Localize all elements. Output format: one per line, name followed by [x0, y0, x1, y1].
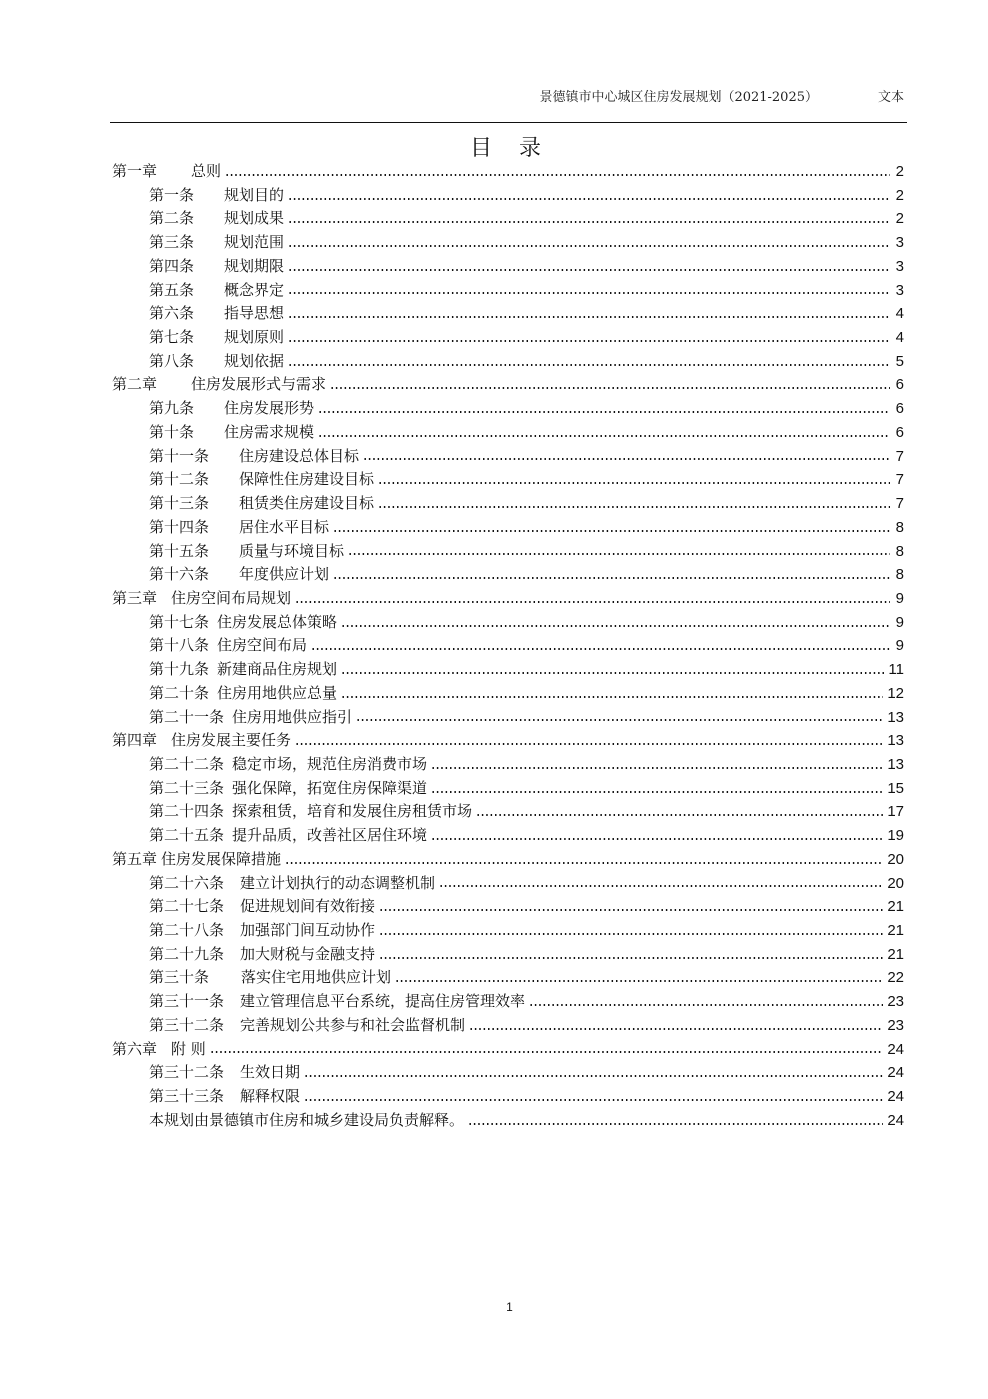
toc-entry-page: 8 [895, 518, 904, 536]
toc-entry-number: 第二十五条 [149, 826, 225, 845]
toc-entry-page: 13 [887, 732, 904, 750]
dot-leader [288, 340, 890, 342]
dot-leader [363, 458, 890, 460]
toc-entry-page: 6 [895, 423, 904, 441]
toc-chapter-entry[interactable] [112, 848, 904, 872]
dot-leader [288, 316, 890, 318]
dot-leader [288, 364, 890, 366]
toc-entry-title: 加大财税与金融支持 [240, 944, 376, 963]
toc-article-entry[interactable] [112, 966, 904, 990]
toc-entry-label [112, 373, 326, 397]
toc-article-entry[interactable] [112, 777, 904, 801]
toc-entry-page: 24 [887, 1088, 904, 1106]
toc-entry-title: 探索租赁，培育和发展住房租赁市场 [232, 802, 473, 821]
dot-leader [379, 933, 883, 935]
toc-entry-label [149, 468, 374, 492]
dot-leader [333, 530, 890, 532]
toc-entry-number: 第五条 [149, 280, 195, 299]
toc-entry-label [149, 184, 284, 208]
toc-entry-number: 第六条 [149, 304, 195, 323]
toc-entry-page: 21 [887, 945, 904, 963]
toc-entry-title: 指导思想 [224, 304, 285, 323]
toc-entry-number: 第四章 [112, 731, 158, 750]
toc-entry-title: 附 则 [171, 1039, 206, 1058]
toc-entry-title: 解释权限 [240, 1087, 301, 1106]
dot-leader [379, 957, 883, 959]
toc-article-entry[interactable] [112, 753, 904, 777]
toc-article-entry[interactable] [112, 1085, 904, 1109]
toc-entry-label [149, 966, 391, 990]
toc-entry-number: 第十七条 [149, 612, 210, 631]
toc-entry-label [149, 445, 359, 469]
toc-article-entry[interactable] [112, 279, 904, 303]
toc-article-entry[interactable] [112, 492, 904, 516]
dot-leader [378, 506, 890, 508]
toc-entry-page: 8 [895, 566, 904, 584]
dot-leader [431, 767, 883, 769]
toc-entry-title: 居住水平目标 [239, 517, 330, 536]
dot-leader [288, 245, 890, 247]
toc-entry-label [149, 255, 284, 279]
dot-leader [529, 1004, 883, 1006]
toc-article-entry[interactable] [112, 350, 904, 374]
toc-entry-page: 9 [895, 613, 904, 631]
toc-entry-title: 年度供应计划 [239, 565, 330, 584]
toc-entry-title: 促进规划间有效衔接 [240, 897, 376, 916]
toc-entry-number: 第十二条 [149, 470, 210, 489]
toc-entry-number: 第二十四条 [149, 802, 225, 821]
toc-entry-title: 新建商品住房规划 [217, 660, 338, 679]
toc-entry-label [149, 919, 375, 943]
toc-article-entry[interactable] [112, 397, 904, 421]
page-header [110, 86, 906, 106]
dot-leader [379, 909, 883, 911]
toc-entry-number: 第十八条 [149, 636, 210, 655]
toc-entry-number: 第二十条 [149, 683, 210, 702]
dot-leader [318, 411, 890, 413]
toc-entry-number: 第二章 [112, 375, 158, 394]
dot-leader [288, 221, 890, 223]
toc-article-entry[interactable] [112, 540, 904, 564]
toc-entry-label [149, 231, 284, 255]
toc-article-entry[interactable] [112, 302, 904, 326]
toc-article-entry[interactable] [112, 421, 904, 445]
toc-article-entry[interactable] [112, 1014, 904, 1038]
toc-entry-page: 19 [887, 827, 904, 845]
toc-entry-label [149, 279, 284, 303]
toc-article-entry[interactable] [112, 231, 904, 255]
toc-entry-number: 第十条 [149, 422, 195, 441]
toc-entry-title: 住房发展保障措施 [161, 849, 282, 868]
toc-entry-label [149, 1085, 300, 1109]
toc-entry-label [149, 753, 427, 777]
toc-entry-page: 20 [887, 850, 904, 868]
toc-entry-number: 第十九条 [149, 660, 210, 679]
toc-entry-number: 第二十九条 [149, 944, 225, 963]
dot-leader [476, 814, 883, 816]
toc-entry-number: 第三十二条 [149, 1015, 225, 1034]
toc-entry-title: 总则 [191, 162, 222, 180]
toc-article-entry[interactable] [112, 326, 904, 350]
toc-entry-number: 第十六条 [149, 565, 210, 584]
toc-article-entry[interactable] [112, 1109, 904, 1133]
toc-entry-page: 7 [895, 495, 904, 513]
toc-entry-page: 12 [887, 684, 904, 702]
toc-entry-page: 8 [895, 542, 904, 560]
toc-entry-number: 第三条 [149, 233, 195, 252]
toc-entry-title: 概念界定 [224, 280, 285, 299]
toc-entry-title: 加强部门间互动协作 [240, 921, 376, 939]
toc-entry-label [149, 540, 344, 564]
toc-entry-number: 第一条 [149, 185, 195, 204]
toc-entry-label [149, 943, 375, 967]
toc-entry-title: 规划成果 [224, 209, 285, 228]
toc-entry-page: 17 [887, 803, 904, 821]
dot-leader [333, 577, 890, 579]
toc-entry-title: 住房空间布局规划 [171, 588, 292, 607]
dot-leader [356, 719, 883, 721]
toc-entry-label [149, 492, 374, 516]
toc-entry-page: 5 [895, 352, 904, 370]
toc-entry-label [112, 587, 291, 611]
toc-entry-number: 第二十一条 [149, 707, 225, 726]
toc-entry-label [149, 563, 329, 587]
toc-entry-title: 强化保障，拓宽住房保障渠道 [232, 778, 428, 797]
toc-entry-number: 第七条 [149, 328, 195, 347]
toc-entry-page: 4 [895, 329, 904, 347]
toc-entry-title: 住房发展主要任务 [171, 731, 292, 750]
toc-entry-title: 建立管理信息平台系统，提高住房管理效率 [240, 992, 526, 1011]
dot-leader [395, 980, 883, 982]
toc-entry-label [149, 611, 337, 635]
dot-leader [439, 885, 883, 887]
toc-entry-title: 完善规划公共参与和社会监督机制 [240, 1015, 466, 1034]
toc-entry-title: 规划原则 [224, 328, 285, 347]
toc-entry-title: 规划依据 [224, 351, 285, 370]
toc-article-entry[interactable] [112, 872, 904, 896]
dot-leader [288, 269, 890, 271]
toc-entry-label [112, 848, 281, 872]
toc-entry-label [149, 634, 307, 658]
dot-leader [341, 672, 884, 674]
toc-article-entry[interactable] [112, 1061, 904, 1085]
document-title: 景德镇市中心城区住房发展规划（2021-2025） [539, 90, 818, 105]
toc-entry-page: 23 [887, 993, 904, 1011]
toc-entry-label [149, 658, 337, 682]
toc-entry-page: 9 [895, 589, 904, 607]
dot-leader [348, 553, 890, 555]
toc-entry-title: 规划目的 [224, 185, 285, 204]
toc-entry-label [149, 326, 284, 350]
toc-entry-page: 9 [895, 637, 904, 655]
toc-chapter-entry[interactable] [112, 160, 904, 184]
toc-entry-label [149, 207, 284, 231]
toc-entry-page: 24 [887, 1111, 904, 1129]
toc-entry-label [112, 1038, 206, 1062]
toc-article-entry[interactable] [112, 682, 904, 706]
dot-leader [295, 601, 890, 603]
toc-entry-page: 2 [895, 163, 904, 180]
toc-entry-number: 第三十二条 [149, 1063, 225, 1082]
toc-entry-title: 落实住宅用地供应计划 [241, 968, 392, 987]
toc-article-entry[interactable] [112, 611, 904, 635]
dot-leader [468, 1123, 883, 1125]
toc-entry-label [149, 682, 337, 706]
toc-entry-title: 建立计划执行的动态调整机制 [240, 873, 436, 892]
toc-entry-number: 第二十八条 [149, 921, 225, 939]
toc-entry-title: 住房需求规模 [224, 422, 315, 441]
toc-entry-page: 2 [895, 210, 904, 228]
toc-chapter-entry[interactable] [112, 373, 904, 397]
toc-entry-number: 第二十六条 [149, 873, 225, 892]
dot-leader [288, 198, 890, 200]
toc-entry-label [112, 729, 291, 753]
toc-entry-page: 13 [887, 755, 904, 773]
toc-article-entry[interactable] [112, 943, 904, 967]
toc-entry-page: 7 [895, 447, 904, 465]
toc-entry-title: 住房发展形势 [224, 399, 315, 418]
toc-entry-label [149, 824, 427, 848]
table-of-contents [112, 160, 904, 1132]
toc-entry-page: 24 [887, 1064, 904, 1082]
toc-entry-title: 住房空间布局 [217, 636, 308, 655]
toc-article-entry[interactable] [112, 634, 904, 658]
toc-entry-title: 生效日期 [240, 1063, 301, 1082]
toc-entry-label [112, 160, 221, 184]
toc-article-entry[interactable] [112, 658, 904, 682]
toc-entry-number: 第十五条 [149, 541, 210, 560]
toc-article-entry[interactable] [112, 468, 904, 492]
toc-entry-page: 2 [895, 186, 904, 204]
toc-chapter-entry[interactable] [112, 587, 904, 611]
dot-leader [288, 292, 890, 294]
dot-leader [469, 1028, 883, 1030]
dot-leader [341, 625, 890, 627]
toc-article-entry[interactable] [112, 516, 904, 540]
toc-title: 目 录 [470, 136, 551, 161]
toc-entry-label [149, 872, 435, 896]
toc-entry-label [149, 421, 314, 445]
toc-entry-title: 规划期限 [224, 256, 285, 275]
toc-entry-number: 第九条 [149, 399, 195, 418]
toc-entry-number: 第六章 [112, 1039, 158, 1058]
toc-article-entry[interactable] [112, 255, 904, 279]
toc-entry-page: 24 [887, 1040, 904, 1058]
toc-entry-title: 保障性住房建设目标 [239, 470, 375, 489]
toc-entry-page: 21 [887, 898, 904, 916]
toc-article-entry[interactable] [112, 445, 904, 469]
dot-leader [304, 1075, 883, 1077]
dot-leader [295, 743, 883, 745]
toc-entry-page: 22 [887, 969, 904, 987]
toc-entry-label [149, 990, 525, 1014]
toc-entry-page: 6 [895, 400, 904, 418]
toc-entry-page: 3 [895, 257, 904, 275]
toc-entry-page: 20 [887, 874, 904, 892]
toc-entry-label [149, 777, 427, 801]
toc-article-entry[interactable] [112, 184, 904, 208]
dot-leader [431, 838, 883, 840]
document-type-label: 文本 [877, 90, 904, 105]
toc-article-entry[interactable] [112, 706, 904, 730]
toc-entry-number: 第十四条 [149, 517, 210, 536]
toc-entry-label [149, 1109, 464, 1133]
toc-entry-page: 3 [895, 281, 904, 299]
toc-entry-page: 7 [895, 471, 904, 489]
toc-entry-title: 住房发展总体策略 [217, 612, 338, 631]
toc-entry-label [149, 706, 352, 730]
dot-leader [285, 862, 883, 864]
dot-leader [330, 387, 890, 389]
toc-chapter-entry[interactable] [112, 1038, 904, 1062]
dot-leader [210, 1051, 884, 1053]
toc-entry-page: 3 [895, 234, 904, 252]
toc-entry-page: 23 [887, 1016, 904, 1034]
toc-entry-title: 住房用地供应指引 [232, 707, 353, 726]
toc-entry-title: 提升品质，改善社区居住环境 [232, 826, 428, 845]
dot-leader [225, 174, 890, 176]
toc-entry-number: 第三十一条 [149, 992, 225, 1011]
toc-entry-number: 第三十条 [149, 968, 210, 987]
toc-entry-page: 15 [887, 779, 904, 797]
toc-entry-page: 13 [887, 708, 904, 726]
toc-article-entry[interactable] [112, 207, 904, 231]
toc-entry-number: 第一章 [112, 162, 158, 180]
toc-entry-label [149, 1061, 300, 1085]
toc-entry-number: 第四条 [149, 256, 195, 275]
toc-entry-title: 规划范围 [224, 233, 285, 252]
dot-leader [378, 482, 890, 484]
toc-entry-label [149, 397, 314, 421]
toc-article-entry[interactable] [112, 919, 904, 943]
toc-article-entry[interactable] [112, 990, 904, 1014]
dot-leader [318, 435, 890, 437]
toc-entry-title: 住房建设总体目标 [239, 446, 360, 465]
toc-entry-title: 租赁类住房建设目标 [239, 494, 375, 513]
dot-leader [341, 696, 883, 698]
toc-entry-number: 第三章 [112, 588, 158, 607]
toc-entry-title: 本规划由景德镇市住房和城乡建设局负责解释。 [149, 1110, 465, 1129]
toc-entry-label [149, 800, 472, 824]
toc-entry-label [149, 895, 375, 919]
toc-entry-label [149, 516, 329, 540]
toc-entry-page: 4 [895, 305, 904, 323]
toc-entry-title: 稳定市场，规范住房消费市场 [232, 754, 428, 773]
toc-entry-number: 第八条 [149, 351, 195, 370]
toc-entry-label [149, 302, 284, 326]
toc-article-entry[interactable] [112, 895, 904, 919]
header-rule [110, 122, 907, 123]
toc-entry-title: 住房发展形式与需求 [191, 375, 327, 394]
toc-entry-number: 第五章 [112, 849, 158, 868]
toc-entry-page: 6 [895, 376, 904, 394]
toc-article-entry[interactable] [112, 563, 904, 587]
toc-entry-number: 第二条 [149, 209, 195, 228]
toc-entry-title: 住房用地供应总量 [217, 683, 338, 702]
toc-chapter-entry[interactable] [112, 729, 904, 753]
toc-entry-title: 质量与环境目标 [239, 541, 345, 560]
toc-entry-number: 第二十七条 [149, 897, 225, 916]
toc-entry-number: 第二十三条 [149, 778, 225, 797]
toc-entry-page: 21 [887, 922, 904, 939]
toc-entry-label [149, 350, 284, 374]
toc-article-entry[interactable] [112, 800, 904, 824]
toc-entry-label [149, 1014, 465, 1038]
toc-entry-number: 第十三条 [149, 494, 210, 513]
toc-article-entry[interactable] [112, 824, 904, 848]
toc-entry-number: 第二十二条 [149, 754, 225, 773]
dot-leader [311, 648, 890, 650]
toc-entry-page: 11 [888, 661, 904, 679]
page-number: 1 [506, 1300, 513, 1314]
dot-leader [431, 791, 883, 793]
toc-entry-number: 第十一条 [149, 446, 210, 465]
dot-leader [304, 1099, 883, 1101]
toc-entry-number: 第三十三条 [149, 1087, 225, 1106]
